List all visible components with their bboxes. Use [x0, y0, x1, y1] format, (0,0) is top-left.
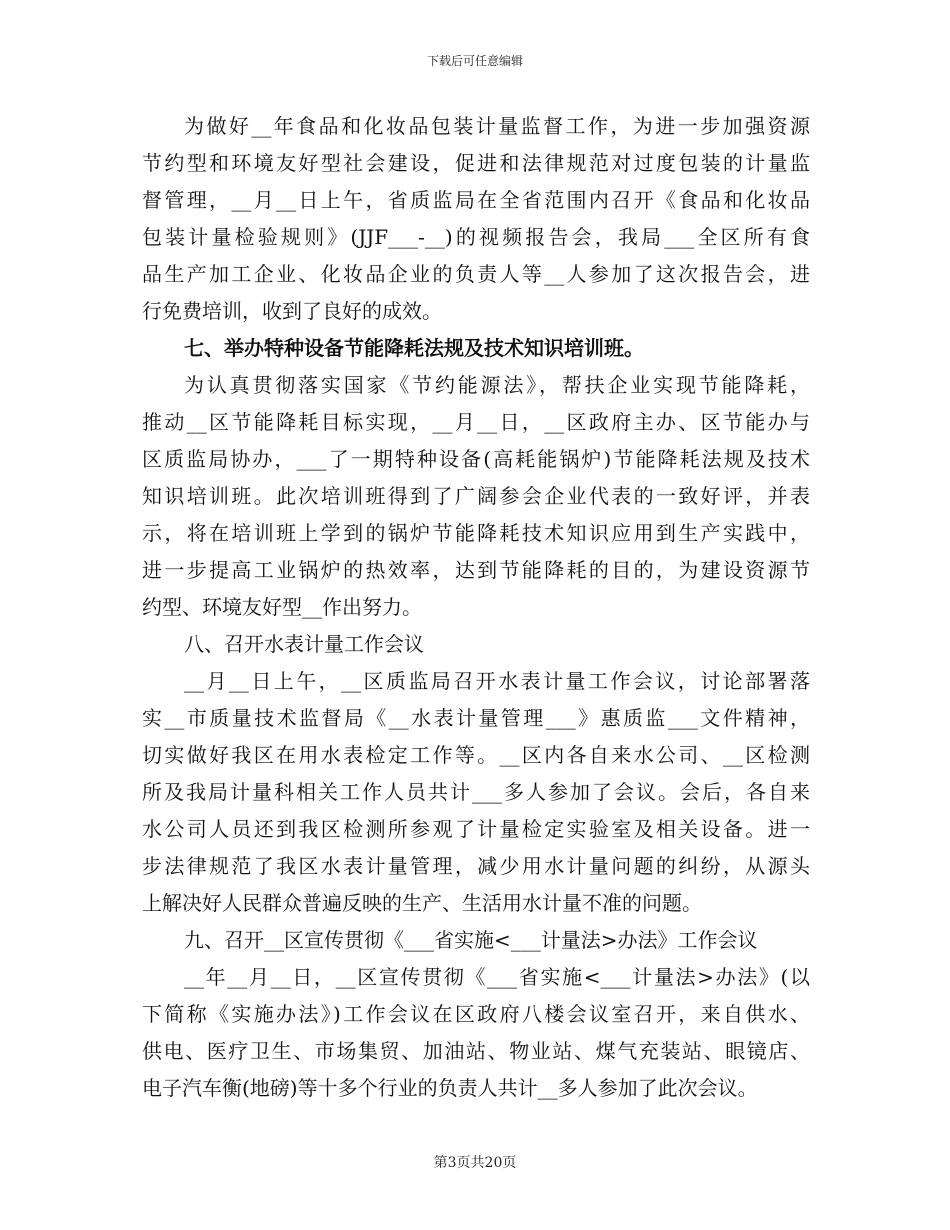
page-header-note: 下载后可任意编辑 — [426, 54, 523, 68]
text-line: 步法律规范了我区水表计量管理，减少用水计量问题的纠纷，从源头 — [142, 854, 810, 878]
paragraph — [142, 959, 810, 1107]
text-line: 为认真贯彻落实国家《节约能源法》，帮扶企业实现节能降耗， — [184, 373, 810, 397]
paragraph — [142, 367, 810, 626]
section-heading — [142, 922, 810, 959]
text-line: 行免费培训，收到了良好的成效。 — [142, 299, 442, 323]
text-line: 切实做好我区在用水表检定工作等。__区内各自来水公司、__区检测 — [142, 743, 810, 767]
text-line: 九、召开__区宣传贯彻《___省实施<___计量法>办法》工作会议 — [184, 928, 758, 952]
text-line: 下简称《实施办法》)工作会议在区政府八楼会议室召开，来自供水、 — [142, 1002, 810, 1026]
text-line: 进一步提高工业锅炉的热效率，达到节能降耗的目的，为建设资源节 — [142, 558, 810, 582]
paragraph — [142, 663, 810, 922]
text-line: 知识培训班。此次培训班得到了广阔参会企业代表的一致好评，并表 — [142, 484, 810, 508]
section-heading — [142, 626, 810, 663]
paragraph — [142, 108, 810, 330]
text-line: __年__月__日，__区宣传贯彻《___省实施<___计量法>办法》(以 — [184, 965, 810, 989]
text-line: 包装计量检验规则》(JJF___-__)的视频报告会，我局___全区所有食 — [142, 225, 810, 249]
text-line: 推动__区节能降耗目标实现，__月__日，__区政府主办、区节能办与 — [142, 410, 810, 434]
text-line: 八、召开水表计量工作会议 — [184, 632, 424, 656]
text-line: 约型、环境友好型__作出努力。 — [142, 595, 422, 619]
text-line: 电子汽车衡(地磅)等十多个行业的负责人共计__多人参加了此次会议。 — [142, 1076, 758, 1100]
page-footer: 第3页共20页 — [433, 1155, 517, 1171]
text-line: 供电、医疗卫生、市场集贸、加油站、物业站、煤气充装站、眼镜店、 — [142, 1039, 810, 1063]
document-body — [142, 108, 810, 1107]
text-line: 上解决好人民群众普遍反映的生产、生活用水计量不准的问题。 — [142, 891, 702, 915]
text-line: 节约型和环境友好型社会建设，促进和法律规范对过度包装的计量监 — [142, 151, 810, 175]
text-line: 督管理，__月__日上午，省质监局在全省范围内召开《食品和化妆品 — [142, 188, 810, 212]
text-line: 区质监局协办，___了一期特种设备(高耗能锅炉)节能降耗法规及技术 — [142, 447, 810, 471]
text-line: 为做好__年食品和化妆品包装计量监督工作，为进一步加强资源 — [184, 114, 810, 138]
text-line: 水公司人员还到我区检测所参观了计量检定实验室及相关设备。进一 — [142, 817, 810, 841]
text-line: 所及我局计量科相关工作人员共计___多人参加了会议。会后，各自来 — [142, 780, 810, 804]
text-line: 示，将在培训班上学到的锅炉节能降耗技术知识应用到生产实践中， — [142, 521, 810, 545]
text-line: 七、举办特种设备节能降耗法规及技术知识培训班。 — [184, 336, 644, 360]
section-heading — [142, 330, 810, 367]
text-line: __月__日上午，__区质监局召开水表计量工作会议，讨论部署落 — [184, 669, 810, 693]
text-line: 品生产加工企业、化妆品企业的负责人等__人参加了这次报告会，进 — [142, 262, 810, 286]
text-line: 实__市质量技术监督局《__水表计量管理___》惠质监___文件精神， — [142, 706, 810, 730]
